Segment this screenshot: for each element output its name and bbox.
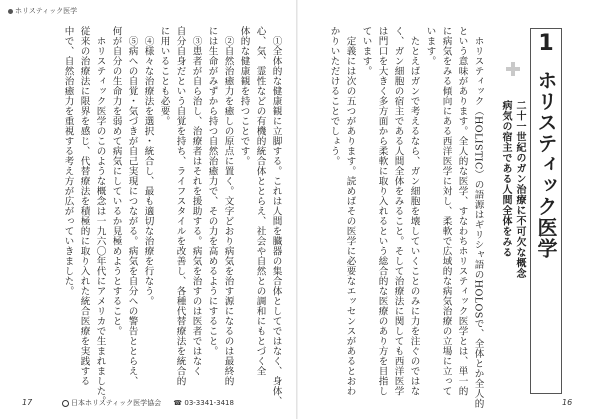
footer-org-name: 日本ホリスティック医学協会 <box>71 399 162 407</box>
text-column: ています。 <box>360 26 372 76</box>
page-number-right: 16 <box>562 398 573 407</box>
text-column: ⑤病への自覚・気づきが自己実現につながる。病気を自分への警告ととらえ、 <box>126 26 138 386</box>
text-column: に病気をみる傾向にある西洋医学に対し、柔軟で広域的な病気治療の立場に立って <box>440 26 452 396</box>
text-column: 何が自分の生命力を弱めて病気にしているか見極めようとすること。 <box>110 26 122 336</box>
text-column: います。 <box>424 26 436 66</box>
page-number-left: 17 <box>22 398 33 407</box>
subtitle-line2: 病気の宿主である人間全体をみる <box>500 100 511 258</box>
cross-icon <box>506 62 520 76</box>
text-column: には生命がみずから持つ自然治癒力で、その力を高めるようにすること。 <box>206 26 218 356</box>
text-column: ホリスティック医学のこのような概念は一九六〇年代にアメリカで生まれました。 <box>94 26 106 406</box>
subtitle-line1: 二十一世紀のガン治療に不可欠な概念 <box>514 100 525 279</box>
chapter-title: ホリスティック医学 <box>534 70 558 259</box>
text-column: 心、気、霊性などの有機的統合体ととらえ、社会や自然との調和にもとづく全 <box>254 26 266 376</box>
text-column: ②自然治癒力を癒しの原点に置く。文字どおり病気を治す源になるのは最終的 <box>222 26 234 386</box>
footer-phone: 03-3341-3418 <box>184 399 234 407</box>
text-column: 自分自身だという自覚を持ち、ライフスタイルを改善し、各種代替療法を統合的 <box>174 26 186 386</box>
text-column: という意味があります。全人的な医学、すなわちホリスティック医学とは、単一的 <box>456 26 468 396</box>
chapter-number: 1 <box>538 31 554 56</box>
text-column: 体的な健康観を持つことです。 <box>238 26 250 166</box>
bullet-icon <box>8 9 13 14</box>
text-column: 中で、自然治癒力を重視する考え方が広がっていきました。 <box>62 26 74 296</box>
text-column: く、ガン細胞の宿主である人間全体をみること。そして治療法に関しても西洋医学 <box>392 26 404 396</box>
phone-icon: ☎ <box>173 399 183 407</box>
text-column: ①全体的な健康観に立脚する。これは人間を臓器の集合体としてではなく、身体、 <box>270 26 282 406</box>
text-column: に用いることも必要。 <box>158 26 170 126</box>
text-column: ホリスティック（HOLISTIC）の語源はギリシャ語のHOLOSで、全体とか全人的 <box>472 26 484 409</box>
running-header-text: ホリスティック医学 <box>15 7 78 15</box>
text-column: ④様々な治療法を選択・統合し、最も適切な治療を行なう。 <box>142 26 154 306</box>
org-logo-icon <box>62 400 69 407</box>
text-column: は門口を大きく多方面から柔軟に取り入れるという総合的な医療のあり方を目指し <box>376 26 388 396</box>
text-column: 従来の治療法に限界を感じ、代替療法を積極的に取り入れた統合医療を実践する <box>78 26 90 386</box>
text-column: ③患者が自ら治し、治療者はそれを援助する。病気を治すのは医者ではなく <box>190 26 202 376</box>
text-column: かりいただけることでしょう。 <box>328 26 340 166</box>
running-header <box>8 6 77 16</box>
text-column: 定義には次の五つがあります。読めばその医学に必要なエッセンスがあるとおわ <box>344 26 356 396</box>
book-spine <box>296 0 298 419</box>
text-column: たとえばガンで考えるなら、ガン細胞を壊していくことのみに力を注ぐのではな <box>408 26 420 396</box>
footer-org <box>62 398 234 408</box>
